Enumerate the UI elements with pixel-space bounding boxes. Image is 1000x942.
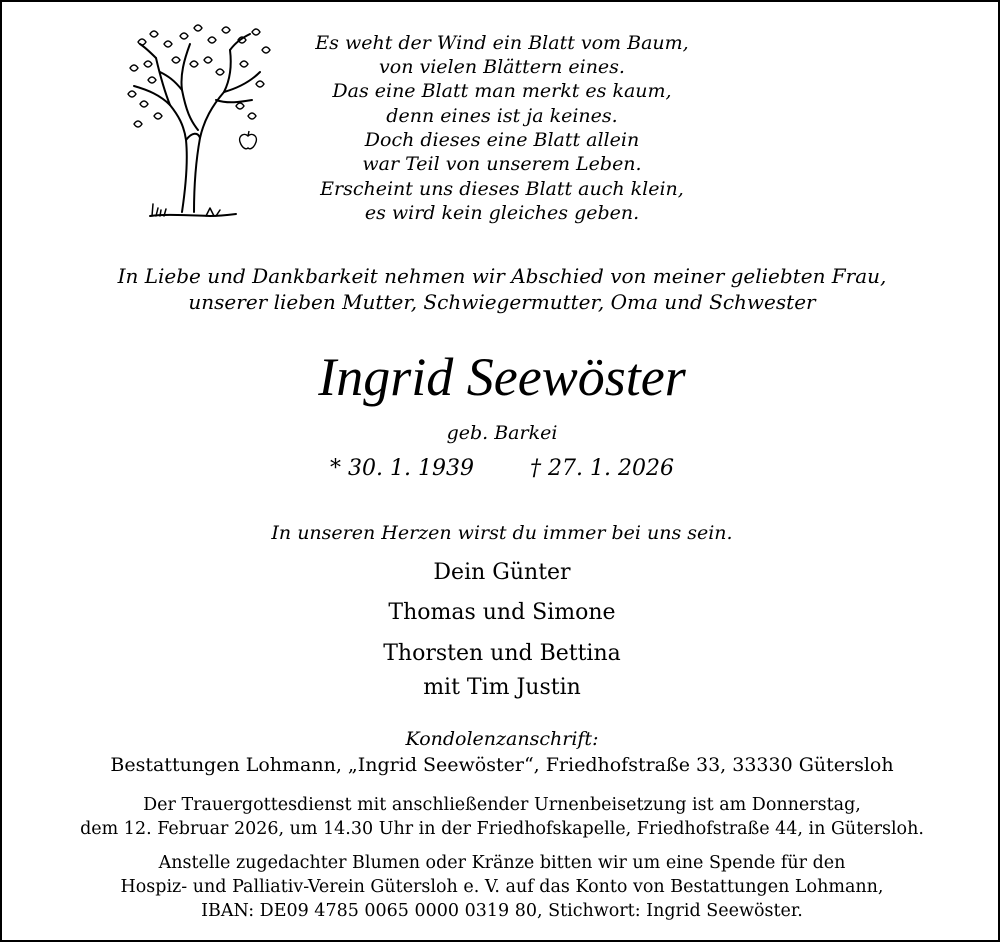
intro-line: unserer lieben Mutter, Schwiegermutter, Oma und Schwester	[188, 290, 816, 314]
donation-line: Anstelle zugedachter Blumen oder Kränze bitten wir um eine Spende für den	[158, 853, 846, 873]
maiden-name: geb. Barkei	[446, 422, 558, 444]
donation-line: Hospiz- und Palliativ-Verein Gütersloh e. V. auf das Konto von Bestattungen Lohmann,	[120, 877, 884, 897]
closing-line: In unseren Herzen wirst du immer bei uns sein.	[271, 522, 733, 544]
service-line: Der Trauergottesdienst mit anschließender Urnenbeisetzung ist am Donnerstag,	[143, 795, 861, 815]
family-member: Thorsten und Bettina	[383, 641, 621, 666]
condolence-address: Bestattungen Lohmann, „Ingrid Seewöster“, Friedhofstraße 33, 33330 Gütersloh	[110, 754, 894, 776]
intro-line: In Liebe und Dankbarkeit nehmen wir Abschied von meiner geliebten Frau,	[117, 264, 887, 288]
condolence-heading: Kondolenzanschrift:	[405, 728, 599, 750]
birth-date: * 30. 1. 1939	[330, 456, 474, 481]
poem-line: Es weht der Wind ein Blatt vom Baum,	[315, 32, 689, 54]
poem-line: es wird kein gleiches geben.	[364, 202, 640, 224]
family-member: Dein Günter	[433, 560, 571, 585]
service-line: dem 12. Februar 2026, um 14.30 Uhr in der Friedhofskapelle, Friedhofstraße 44, in Gütersloh.	[80, 819, 924, 839]
poem-line: denn eines ist ja keines.	[386, 105, 618, 127]
donation-line: IBAN: DE09 4785 0065 0000 0319 80, Stichwort: Ingrid Seewöster.	[201, 901, 803, 921]
family-member: Thomas und Simone	[388, 600, 616, 625]
poem-line: Erscheint uns dieses Blatt auch klein,	[320, 178, 684, 200]
poem-line: Doch dieses eine Blatt allein	[364, 129, 640, 151]
poem-line: war Teil von unserem Leben.	[362, 153, 642, 175]
poem-line: von vielen Blättern eines.	[379, 56, 625, 78]
death-date: † 27. 1. 2026	[530, 456, 674, 481]
life-dates	[2, 456, 1000, 481]
poem-line: Das eine Blatt man merkt es kaum,	[332, 80, 672, 102]
family-member: mit Tim Justin	[423, 675, 581, 700]
deceased-name: Ingrid Seewöster	[318, 347, 686, 407]
